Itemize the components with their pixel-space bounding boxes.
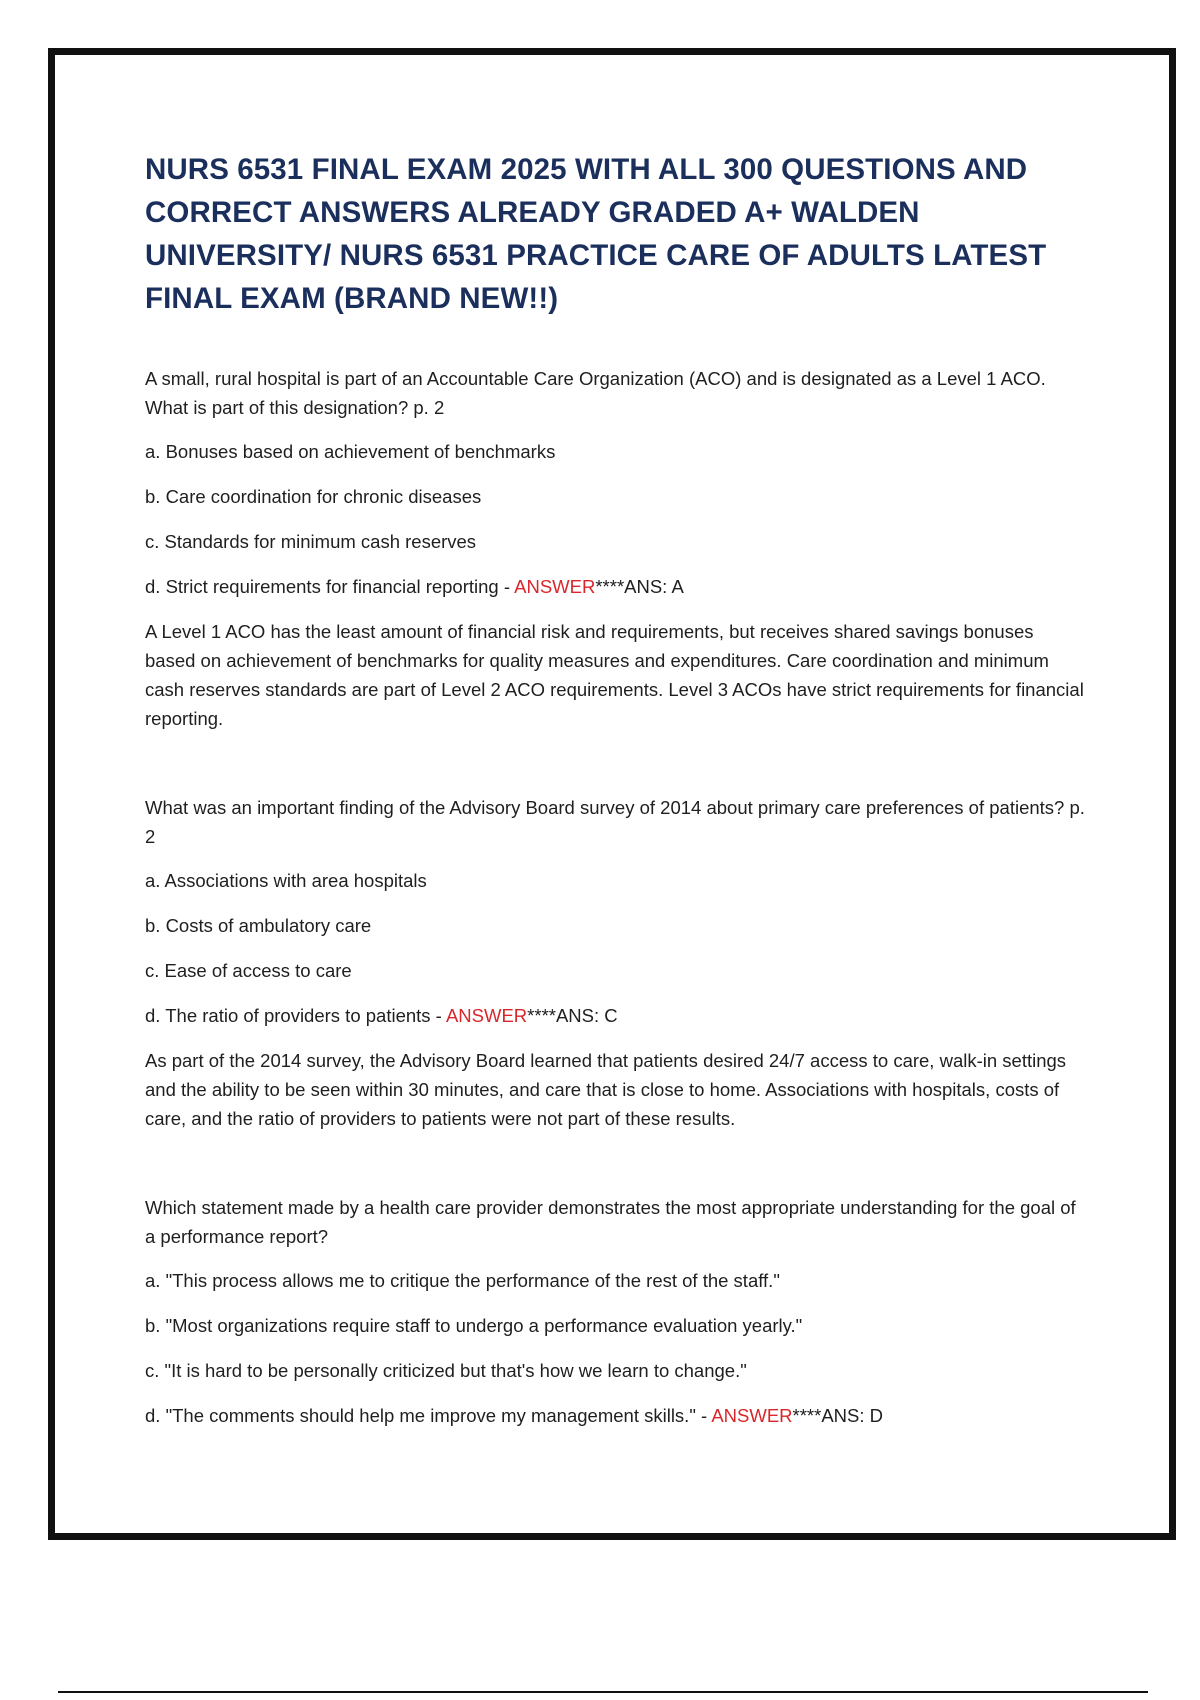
question-text: A small, rural hospital is part of an Accountable Care Organization (ACO) and is designated as a Level 1 ACO. What is part of this designation? p. 2 <box>145 368 1046 418</box>
answer-explanation: A Level 1 ACO has the least amount of financial risk and requirements, but receives shared savings bonuses based on achievement of benchmarks for quality measures and expenditures. Care coordination and minimum cash reserves standards are part of Level 2 ACO requirements. Level 3 ACOs have strict requirements for financial reporting. <box>145 621 1084 729</box>
option-d-text: d. The ratio of providers to patients - <box>145 1005 446 1026</box>
answer-key: ****ANS: C <box>527 1005 618 1026</box>
option-a: a. "This process allows me to critique the performance of the rest of the staff." <box>145 1270 780 1291</box>
answer-explanation: As part of the 2014 survey, the Advisory Board learned that patients desired 24/7 access to care, walk-in settings and the ability to be seen within 30 minutes, and care that is close to home. Associations with hospitals, costs of care, and the ratio of providers to patients were not part of these results. <box>145 1050 1067 1129</box>
document-title: NURS 6531 FINAL EXAM 2025 WITH ALL 300 QUESTIONS AND CORRECT ANSWERS ALREADY GRADED A+ WALDEN UNIVERSITY/ NURS 6531 PRACTICE CARE OF ADULTS LATEST FINAL EXAM (BRAND NEW!!) <box>145 153 1047 315</box>
option-a: a. Associations with area hospitals <box>145 870 427 891</box>
answer-key: ****ANS: A <box>595 576 684 597</box>
answer-label: ANSWER <box>711 1405 793 1426</box>
question-block-1 <box>145 364 1085 733</box>
option-d-with-answer <box>145 1001 1085 1030</box>
answer-key: ****ANS: D <box>792 1405 883 1426</box>
option-b: b. Costs of ambulatory care <box>145 915 372 936</box>
question-text: Which statement made by a health care provider demonstrates the most appropriate understanding for the goal of a performance report? <box>145 1197 1076 1247</box>
option-d-with-answer <box>145 572 1085 601</box>
option-b: b. Care coordination for chronic diseases <box>145 486 482 507</box>
answer-label: ANSWER <box>445 1005 528 1026</box>
option-c: c. "It is hard to be personally criticized but that's how we learn to change." <box>145 1360 747 1381</box>
answer-label: ANSWER <box>514 576 596 597</box>
option-c: c. Ease of access to care <box>145 960 352 981</box>
question-block-2 <box>145 793 1085 1133</box>
option-d-text: d. "The comments should help me improve my management skills." - <box>145 1405 712 1426</box>
document-content <box>145 148 1085 1446</box>
option-c: c. Standards for minimum cash reserves <box>145 531 477 552</box>
option-d-with-answer <box>145 1401 1085 1430</box>
question-block-3 <box>145 1193 1085 1430</box>
option-b: b. "Most organizations require staff to undergo a performance evaluation yearly." <box>145 1315 803 1336</box>
bottom-divider <box>58 1691 1148 1693</box>
option-a: a. Bonuses based on achievement of benchmarks <box>145 441 556 462</box>
option-d-text: d. Strict requirements for financial reporting - <box>145 576 515 597</box>
question-text: What was an important finding of the Advisory Board survey of 2014 about primary care preferences of patients? p. 2 <box>145 797 1085 847</box>
